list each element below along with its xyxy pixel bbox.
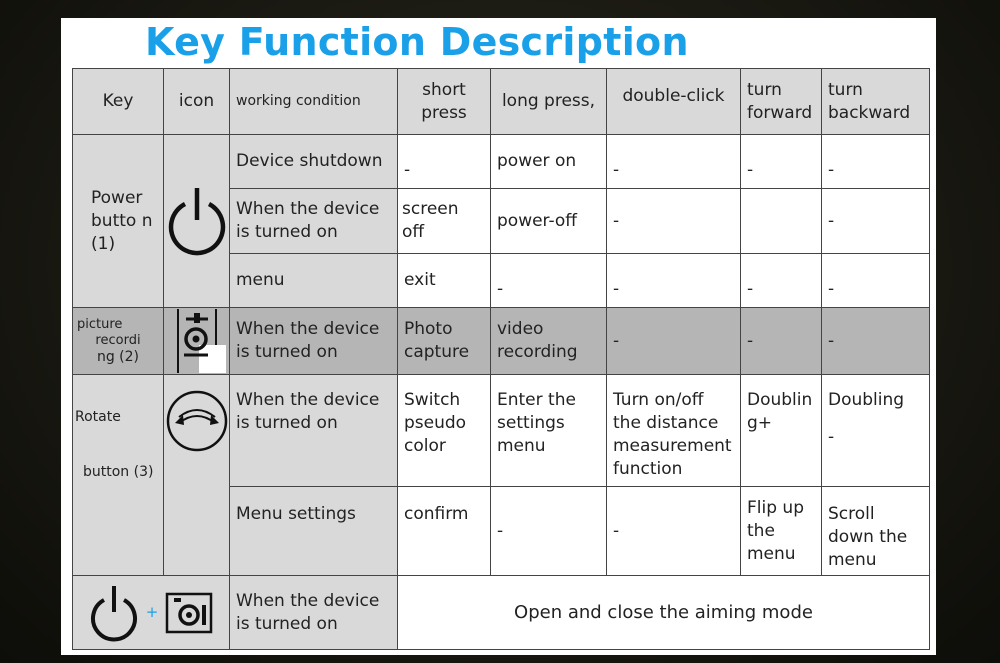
long-press-cell: - [491,254,607,308]
turn-forward-cell: - [741,254,822,308]
rotate-label-line-2: button (3) [83,464,154,480]
turn-forward-cell: - [741,135,822,189]
turn-backward-cell [822,375,930,487]
header-condition: working condition [230,69,398,135]
condition-cell: Menu settings [230,487,398,576]
turn-forward-cell [741,189,822,254]
header-row [73,69,930,135]
condition-cell: When the device is turned on [230,375,398,487]
turn-backward-cell: - [822,135,930,189]
long-press-cell: power-off [491,189,607,254]
rotate-label-line-1: Rotate [75,409,121,425]
double-click-cell: - [607,135,741,189]
header-turn-backward: turn backward [822,69,930,135]
header-icon: icon [164,69,230,135]
short-press-cell: - [398,135,491,189]
turn-backward-cell: - [822,308,930,375]
header-turn-forward: turn forward [741,69,822,135]
condition-cell: Device shutdown [230,135,398,189]
turn-forward-cell: Flip up the menu [741,487,822,576]
camera-icon [164,591,214,635]
turn-backward-text: Doubling [828,390,905,410]
table-row [73,375,930,487]
document-sheet [61,18,936,655]
picture-label-line-2: recordi [95,333,141,348]
double-click-cell: - [607,487,741,576]
picture-label-line-3: ng (2) [96,349,140,365]
condition-cell: When the device is turned on [230,189,398,254]
rotate-key-label [73,375,164,576]
table-row-picture [73,308,930,375]
long-press-cell: power on [491,135,607,189]
double-click-cell: - [607,254,741,308]
short-press-cell: Photo capture [398,308,491,375]
long-press-cell: - [491,487,607,576]
short-press-cell: exit [398,254,491,308]
plus-sign: + [145,603,159,621]
turn-backward-cell: - [822,189,930,254]
power-icon [164,135,230,308]
power-key-label: Power butto n (1) [73,135,164,308]
power-icon [88,582,140,644]
short-press-cell: confirm [398,487,491,576]
header-key: Key [73,69,164,135]
rotate-knob-icon [164,375,230,576]
table-row-combo [73,576,930,650]
condition-cell: When the device is turned on [230,308,398,375]
picture-label-line-1: picture [77,317,123,332]
turn-forward-cell: - [741,308,822,375]
double-click-cell: - [607,308,741,375]
double-click-cell: Turn on/off the distance measurement function [607,375,741,487]
condition-cell: When the device is turned on [230,576,398,650]
short-press-cell: screen off [398,189,491,254]
turn-backward-cell: - [822,254,930,308]
header-short-press: short press [398,69,491,135]
picture-key-label [73,308,164,375]
table-row [73,135,930,189]
camera-icon [164,308,230,375]
turn-backward-cell: Scroll down the menu [822,487,930,576]
double-click-cell: - [607,189,741,254]
long-press-cell: Enter the settings menu [491,375,607,487]
short-press-cell: Switch pseudo color [398,375,491,487]
key-function-table [72,68,930,650]
header-double-click: double-click [607,69,741,135]
combo-action-cell: Open and close the aiming mode [398,576,930,650]
turn-forward-cell: Doublin g+ [741,375,822,487]
header-long-press: long press, [491,69,607,135]
condition-cell: menu [230,254,398,308]
long-press-cell: video recording [491,308,607,375]
turn-backward-dash: - [828,427,835,447]
page-title: Key Function Description [145,20,689,64]
combo-icons [73,576,230,650]
